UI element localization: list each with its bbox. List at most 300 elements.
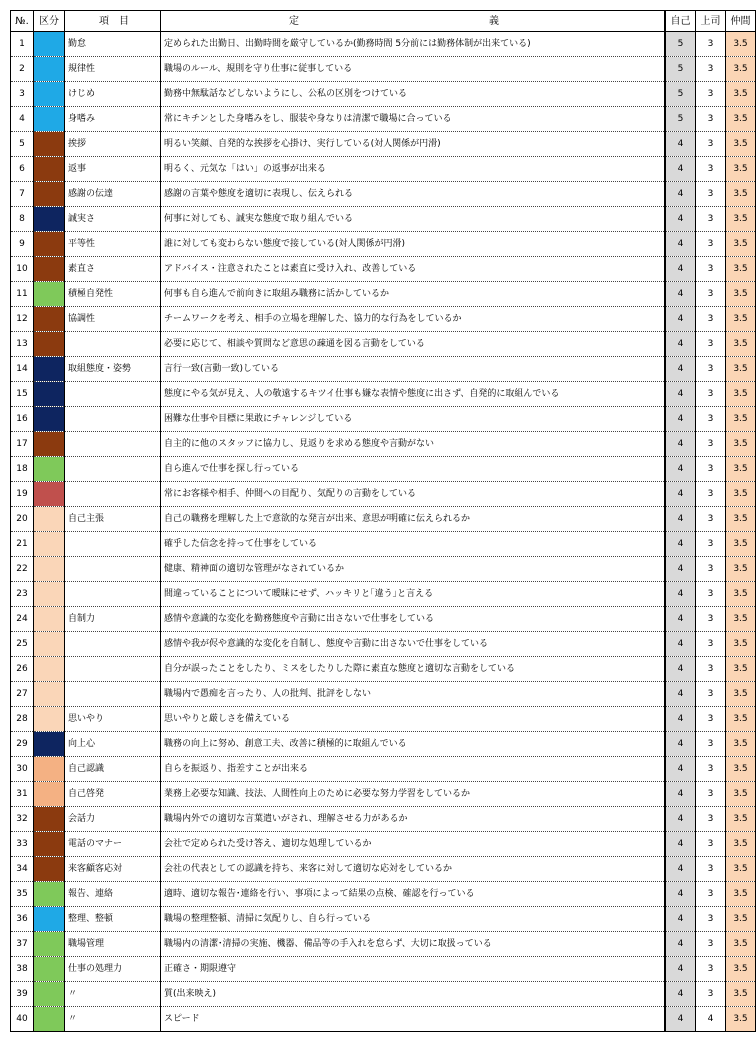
category-swatch [34, 807, 65, 832]
boss-score: 3 [696, 132, 726, 157]
row-number: 35 [11, 882, 34, 907]
boss-score: 3 [696, 932, 726, 957]
row-item: 身嗜み [65, 107, 161, 132]
row-number: 28 [11, 707, 34, 732]
table-row [11, 782, 756, 807]
row-definition: 自らを振返り、指差すことが出来る [161, 757, 666, 782]
row-number: 8 [11, 207, 34, 232]
boss-score: 3 [696, 582, 726, 607]
row-item: 会話力 [65, 807, 161, 832]
row-definition: アドバイス・注意されたことは素直に受け入れ、改善している [161, 257, 666, 282]
peer-score: 3.5 [726, 282, 756, 307]
table-row [11, 857, 756, 882]
self-score: 4 [665, 907, 696, 932]
table-row [11, 907, 756, 932]
category-swatch [34, 857, 65, 882]
category-swatch [34, 557, 65, 582]
row-definition: 健康、精神面の適切な管理がなされているか [161, 557, 666, 582]
table-row [11, 457, 756, 482]
category-swatch [34, 507, 65, 532]
row-item [65, 582, 161, 607]
boss-score: 3 [696, 832, 726, 857]
self-score: 4 [665, 1007, 696, 1032]
category-swatch [34, 32, 65, 57]
table-row [11, 132, 756, 157]
row-number: 25 [11, 632, 34, 657]
boss-score: 3 [696, 907, 726, 932]
boss-score: 3 [696, 957, 726, 982]
peer-score: 3.5 [726, 82, 756, 107]
self-score: 5 [665, 107, 696, 132]
row-number: 21 [11, 532, 34, 557]
peer-score: 3.5 [726, 307, 756, 332]
peer-score: 3.5 [726, 607, 756, 632]
self-score: 5 [665, 32, 696, 57]
row-item: けじめ [65, 82, 161, 107]
row-number: 1 [11, 32, 34, 57]
peer-score: 3.5 [726, 782, 756, 807]
peer-score: 3.5 [726, 507, 756, 532]
peer-score: 3.5 [726, 482, 756, 507]
boss-score: 3 [696, 457, 726, 482]
category-swatch [34, 532, 65, 557]
category-swatch [34, 732, 65, 757]
category-swatch [34, 182, 65, 207]
row-definition: 必要に応じて、相談や質問など意思の疎通を図る言動をしている [161, 332, 666, 357]
row-number: 22 [11, 557, 34, 582]
row-item: 勤怠 [65, 32, 161, 57]
boss-score: 3 [696, 882, 726, 907]
row-definition: 業務上必要な知識、技法、人間性向上のために必要な努力学習をしているか [161, 782, 666, 807]
row-definition: 職場内で愚痴を言ったり、人の批判、批評をしない [161, 682, 666, 707]
category-swatch [34, 307, 65, 332]
peer-score: 3.5 [726, 232, 756, 257]
table-row [11, 982, 756, 1007]
row-number: 9 [11, 232, 34, 257]
header-no: №. [11, 11, 34, 32]
peer-score: 3.5 [726, 332, 756, 357]
row-item: 来客顧客応対 [65, 857, 161, 882]
row-item [65, 482, 161, 507]
boss-score: 3 [696, 607, 726, 632]
row-number: 18 [11, 457, 34, 482]
boss-score: 3 [696, 107, 726, 132]
self-score: 4 [665, 207, 696, 232]
row-definition: チームワークを考え、相手の立場を理解した、協力的な行為をしているか [161, 307, 666, 332]
row-item: 職場管理 [65, 932, 161, 957]
header-row [11, 11, 756, 32]
row-number: 33 [11, 832, 34, 857]
row-item: 報告、連絡 [65, 882, 161, 907]
self-score: 4 [665, 282, 696, 307]
header-category: 区分 [34, 11, 65, 32]
peer-score: 3.5 [726, 832, 756, 857]
row-number: 11 [11, 282, 34, 307]
peer-score: 3.5 [726, 657, 756, 682]
row-number: 27 [11, 682, 34, 707]
category-swatch [34, 382, 65, 407]
boss-score: 3 [696, 32, 726, 57]
boss-score: 3 [696, 632, 726, 657]
table-row [11, 657, 756, 682]
peer-score: 3.5 [726, 407, 756, 432]
category-swatch [34, 282, 65, 307]
boss-score: 4 [696, 1007, 726, 1032]
row-number: 36 [11, 907, 34, 932]
self-score: 4 [665, 782, 696, 807]
row-definition: 職場のルール、規則を守り仕事に従事している [161, 57, 666, 82]
boss-score: 3 [696, 807, 726, 832]
row-number: 31 [11, 782, 34, 807]
boss-score: 3 [696, 57, 726, 82]
header-boss: 上司 [696, 11, 726, 32]
row-item [65, 657, 161, 682]
self-score: 4 [665, 307, 696, 332]
boss-score: 3 [696, 782, 726, 807]
row-number: 14 [11, 357, 34, 382]
row-number: 17 [11, 432, 34, 457]
self-score: 4 [665, 857, 696, 882]
evaluation-table [10, 10, 756, 1032]
table-row [11, 732, 756, 757]
peer-score: 3.5 [726, 107, 756, 132]
table-row [11, 807, 756, 832]
self-score: 4 [665, 232, 696, 257]
row-definition: 自己の職務を理解した上で意欲的な発言が出来、意思が明確に伝えられるか [161, 507, 666, 532]
row-definition: 常にキチンとした身嗜みをし、服装や身なりは清潔で職場に合っている [161, 107, 666, 132]
peer-score: 3.5 [726, 807, 756, 832]
peer-score: 3.5 [726, 857, 756, 882]
row-definition: 勤務中無駄話などしないようにし、公私の区別をつけている [161, 82, 666, 107]
row-number: 39 [11, 982, 34, 1007]
boss-score: 3 [696, 707, 726, 732]
row-number: 30 [11, 757, 34, 782]
row-definition: 適時、適切な報告･連絡を行い、事項によって結果の点検、確認を行っている [161, 882, 666, 907]
category-swatch [34, 232, 65, 257]
table-row [11, 557, 756, 582]
category-swatch [34, 957, 65, 982]
self-score: 4 [665, 257, 696, 282]
row-definition: 態度にやる気が見え、人の敬遠するキツイ仕事も嫌な表情や態度に出さず、自発的に取組んでいる [161, 382, 666, 407]
row-definition: 言行一致(言動一致)している [161, 357, 666, 382]
peer-score: 3.5 [726, 382, 756, 407]
row-definition: 困難な仕事や目標に果敢にチャレンジしている [161, 407, 666, 432]
category-swatch [34, 832, 65, 857]
row-number: 40 [11, 1007, 34, 1032]
category-swatch [34, 657, 65, 682]
self-score: 4 [665, 632, 696, 657]
row-definition: 明るい笑顔、自発的な挨拶を心掛け、実行している(対人関係が円滑) [161, 132, 666, 157]
self-score: 4 [665, 657, 696, 682]
boss-score: 3 [696, 732, 726, 757]
table-body [11, 32, 756, 1032]
row-definition: 感情や意識的な変化を勤務態度や言動に出さないで仕事をしている [161, 607, 666, 632]
table-row [11, 32, 756, 57]
self-score: 4 [665, 582, 696, 607]
self-score: 4 [665, 682, 696, 707]
boss-score: 3 [696, 157, 726, 182]
category-swatch [34, 457, 65, 482]
self-score: 4 [665, 882, 696, 907]
self-score: 4 [665, 507, 696, 532]
category-swatch [34, 482, 65, 507]
boss-score: 3 [696, 682, 726, 707]
row-item: 平等性 [65, 232, 161, 257]
peer-score: 3.5 [726, 732, 756, 757]
row-item [65, 432, 161, 457]
header-self: 自己 [665, 11, 696, 32]
row-item: 向上心 [65, 732, 161, 757]
row-number: 15 [11, 382, 34, 407]
row-definition: 何事に対しても、誠実な態度で取り組んでいる [161, 207, 666, 232]
row-number: 34 [11, 857, 34, 882]
category-swatch [34, 907, 65, 932]
self-score: 4 [665, 557, 696, 582]
row-definition: 職場の整理整頓、清掃に気配りし、自ら行っている [161, 907, 666, 932]
header-peer: 仲間 [726, 11, 756, 32]
row-number: 26 [11, 657, 34, 682]
self-score: 4 [665, 332, 696, 357]
row-item: 自己啓発 [65, 782, 161, 807]
category-swatch [34, 107, 65, 132]
self-score: 4 [665, 132, 696, 157]
boss-score: 3 [696, 82, 726, 107]
boss-score: 3 [696, 507, 726, 532]
table-row [11, 232, 756, 257]
category-swatch [34, 132, 65, 157]
row-number: 5 [11, 132, 34, 157]
row-definition: スピード [161, 1007, 666, 1032]
boss-score: 3 [696, 657, 726, 682]
row-number: 37 [11, 932, 34, 957]
boss-score: 3 [696, 357, 726, 382]
peer-score: 3.5 [726, 932, 756, 957]
row-number: 19 [11, 482, 34, 507]
table-row [11, 532, 756, 557]
self-score: 4 [665, 607, 696, 632]
row-definition: 誰に対しても変わらない態度で接している(対人関係が円滑) [161, 232, 666, 257]
row-definition: 自主的に他のスタッフに協力し、見返りを求める態度や言動がない [161, 432, 666, 457]
row-number: 4 [11, 107, 34, 132]
table-row [11, 407, 756, 432]
category-swatch [34, 757, 65, 782]
table-row [11, 507, 756, 532]
row-item [65, 632, 161, 657]
row-definition: 職場内外での適切な言葉遣いがされ、理解させる力があるか [161, 807, 666, 832]
row-definition: 感情や我が侭や意識的な変化を自制し、態度や言動に出さないで仕事をしている [161, 632, 666, 657]
peer-score: 3.5 [726, 432, 756, 457]
row-definition: 会社で定められた受け答え、適切な処理しているか [161, 832, 666, 857]
row-item: 挨拶 [65, 132, 161, 157]
category-swatch [34, 782, 65, 807]
row-item: 返事 [65, 157, 161, 182]
table-row [11, 57, 756, 82]
peer-score: 3.5 [726, 882, 756, 907]
table-row [11, 707, 756, 732]
row-item: 〃 [65, 982, 161, 1007]
row-definition: 自ら進んで仕事を探し行っている [161, 457, 666, 482]
row-item: 仕事の処理力 [65, 957, 161, 982]
row-item: 誠実さ [65, 207, 161, 232]
row-number: 12 [11, 307, 34, 332]
category-swatch [34, 707, 65, 732]
boss-score: 3 [696, 257, 726, 282]
boss-score: 3 [696, 407, 726, 432]
peer-score: 3.5 [726, 532, 756, 557]
row-number: 3 [11, 82, 34, 107]
self-score: 5 [665, 57, 696, 82]
category-swatch [34, 582, 65, 607]
boss-score: 3 [696, 382, 726, 407]
peer-score: 3.5 [726, 632, 756, 657]
row-definition: 思いやりと厳しさを備えている [161, 707, 666, 732]
row-number: 16 [11, 407, 34, 432]
row-item [65, 557, 161, 582]
row-item: 自己主張 [65, 507, 161, 532]
self-score: 4 [665, 432, 696, 457]
row-number: 7 [11, 182, 34, 207]
peer-score: 3.5 [726, 682, 756, 707]
table-row [11, 182, 756, 207]
row-item [65, 382, 161, 407]
row-item: 積極自発性 [65, 282, 161, 307]
table-row [11, 757, 756, 782]
row-definition: 質(出来映え) [161, 982, 666, 1007]
table-row [11, 357, 756, 382]
peer-score: 3.5 [726, 57, 756, 82]
table-row [11, 82, 756, 107]
boss-score: 3 [696, 982, 726, 1007]
category-swatch [34, 882, 65, 907]
table-row [11, 957, 756, 982]
self-score: 4 [665, 457, 696, 482]
row-item: 規律性 [65, 57, 161, 82]
self-score: 4 [665, 407, 696, 432]
table-row [11, 157, 756, 182]
peer-score: 3.5 [726, 207, 756, 232]
row-item: 取組態度・姿勢 [65, 357, 161, 382]
table-row [11, 882, 756, 907]
row-definition: 常にお客様や相手、仲間への目配り、気配りの言動をしている [161, 482, 666, 507]
category-swatch [34, 332, 65, 357]
category-swatch [34, 632, 65, 657]
self-score: 4 [665, 957, 696, 982]
peer-score: 3.5 [726, 982, 756, 1007]
self-score: 4 [665, 807, 696, 832]
self-score: 4 [665, 757, 696, 782]
table-row [11, 282, 756, 307]
peer-score: 3.5 [726, 357, 756, 382]
category-swatch [34, 682, 65, 707]
self-score: 4 [665, 382, 696, 407]
category-swatch [34, 1007, 65, 1032]
category-swatch [34, 932, 65, 957]
peer-score: 3.5 [726, 707, 756, 732]
row-item: 素直さ [65, 257, 161, 282]
row-definition: 何事も自ら進んで前向きに取組み職務に活かしているか [161, 282, 666, 307]
table-row [11, 832, 756, 857]
row-item: 自制力 [65, 607, 161, 632]
peer-score: 3.5 [726, 757, 756, 782]
row-item: 〃 [65, 1007, 161, 1032]
row-item: 思いやり [65, 707, 161, 732]
self-score: 4 [665, 182, 696, 207]
boss-score: 3 [696, 182, 726, 207]
category-swatch [34, 207, 65, 232]
table-row [11, 257, 756, 282]
self-score: 4 [665, 707, 696, 732]
table-row [11, 482, 756, 507]
row-definition: 確乎した信念を持って仕事をしている [161, 532, 666, 557]
category-swatch [34, 82, 65, 107]
row-number: 20 [11, 507, 34, 532]
boss-score: 3 [696, 332, 726, 357]
boss-score: 3 [696, 757, 726, 782]
self-score: 4 [665, 157, 696, 182]
peer-score: 3.5 [726, 132, 756, 157]
table-row [11, 207, 756, 232]
row-definition: 明るく、元気な「はい」の返事が出来る [161, 157, 666, 182]
table-row [11, 307, 756, 332]
row-item [65, 682, 161, 707]
row-definition: 正確さ・期限遵守 [161, 957, 666, 982]
row-item: 整理、整頓 [65, 907, 161, 932]
peer-score: 3.5 [726, 182, 756, 207]
table-row [11, 932, 756, 957]
table-row [11, 632, 756, 657]
boss-score: 3 [696, 232, 726, 257]
row-item: 協調性 [65, 307, 161, 332]
boss-score: 3 [696, 432, 726, 457]
row-definition: 会社の代表としての認識を持ち、来客に対して適切な応対をしているか [161, 857, 666, 882]
table-row [11, 332, 756, 357]
table-row [11, 1007, 756, 1032]
row-definition: 自分が誤ったことをしたり、ミスをしたりした際に素直な態度と適切な言動をしている [161, 657, 666, 682]
boss-score: 3 [696, 207, 726, 232]
category-swatch [34, 982, 65, 1007]
table-row [11, 607, 756, 632]
category-swatch [34, 157, 65, 182]
peer-score: 3.5 [726, 582, 756, 607]
header-definition: 定 義 [161, 11, 666, 32]
row-definition: 職場内の清潔･清掃の実施、機器、備品等の手入れを怠らず、大切に取扱っている [161, 932, 666, 957]
category-swatch [34, 257, 65, 282]
peer-score: 3.5 [726, 157, 756, 182]
table-row [11, 582, 756, 607]
self-score: 5 [665, 82, 696, 107]
boss-score: 3 [696, 282, 726, 307]
boss-score: 3 [696, 557, 726, 582]
category-swatch [34, 607, 65, 632]
row-number: 6 [11, 157, 34, 182]
peer-score: 3.5 [726, 957, 756, 982]
category-swatch [34, 407, 65, 432]
table-row [11, 382, 756, 407]
peer-score: 3.5 [726, 32, 756, 57]
row-item: 自己認識 [65, 757, 161, 782]
table-row [11, 682, 756, 707]
self-score: 4 [665, 482, 696, 507]
row-item [65, 532, 161, 557]
row-definition: 定められた出勤日、出勤時間を厳守しているか(勤務時間 5分前には勤務体制が出来ている) [161, 32, 666, 57]
row-item [65, 407, 161, 432]
self-score: 4 [665, 732, 696, 757]
header-item: 項 目 [65, 11, 161, 32]
self-score: 4 [665, 532, 696, 557]
peer-score: 3.5 [726, 557, 756, 582]
boss-score: 3 [696, 532, 726, 557]
row-item [65, 332, 161, 357]
